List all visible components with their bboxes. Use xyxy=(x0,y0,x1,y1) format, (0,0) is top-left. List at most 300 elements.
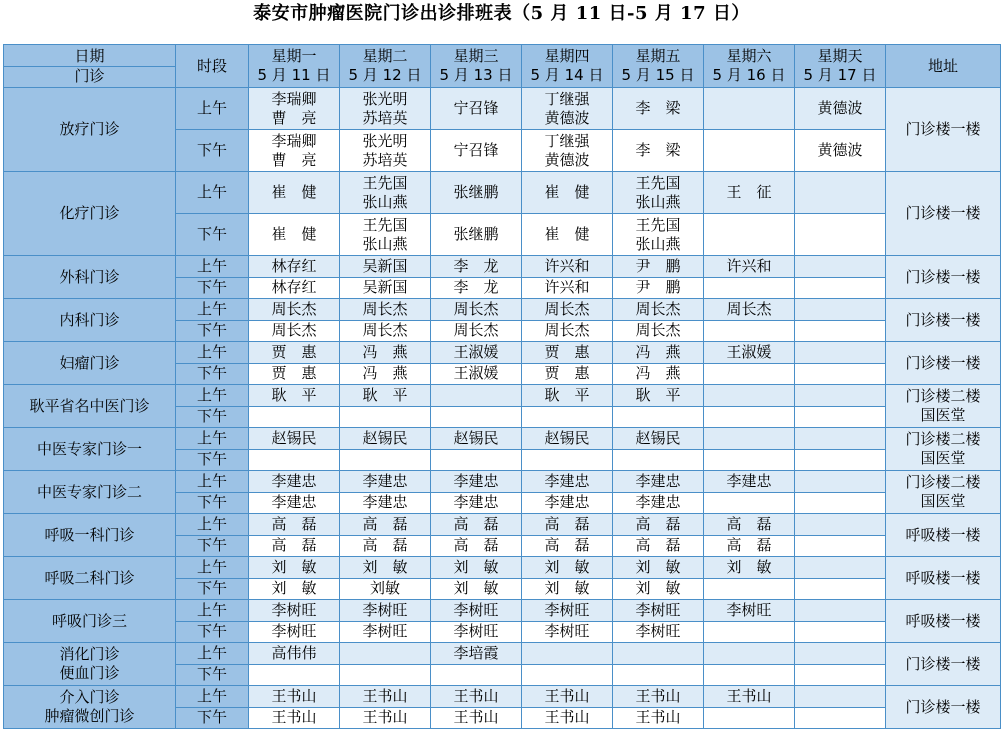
weekday-label: 星期三 xyxy=(453,47,499,65)
doctor-name: 高 磊 xyxy=(726,536,772,555)
doctor-name: 赵锡民 xyxy=(271,428,317,447)
period-cell: 下午 xyxy=(176,664,249,686)
doctor-cell xyxy=(613,130,704,172)
doctor-name: 高 磊 xyxy=(635,536,681,555)
doctor-cell xyxy=(249,664,340,686)
doctor-name: 王先国 xyxy=(635,215,681,234)
doctor-cell xyxy=(340,299,431,321)
doctor-cell xyxy=(340,428,431,450)
doctor-cell xyxy=(795,214,886,256)
doctor-name: 曹 亮 xyxy=(271,150,317,169)
address-cell xyxy=(886,514,1001,557)
doctor-name: 李树旺 xyxy=(635,600,681,619)
doctor-name: 林存红 xyxy=(271,256,317,275)
doctor-cell xyxy=(249,299,340,321)
doctor-cell xyxy=(795,277,886,299)
doctor-cell xyxy=(704,492,795,514)
doctor-name: 李建忠 xyxy=(635,471,681,490)
address-cell xyxy=(886,557,1001,600)
address-label: 呼吸楼一楼 xyxy=(905,525,981,544)
date-label: 5 月 12 日 xyxy=(348,66,422,84)
doctor-cell xyxy=(340,214,431,256)
doctor-name: 李树旺 xyxy=(726,600,772,619)
doctor-name: 丁继强 xyxy=(544,89,590,108)
doctor-cell xyxy=(613,214,704,256)
doctor-name: 高 磊 xyxy=(453,536,499,555)
table-row xyxy=(4,172,1001,214)
day-header xyxy=(704,45,795,88)
doctor-cell xyxy=(340,406,431,428)
address-header: 地址 xyxy=(886,45,1001,88)
doctor-name: 李建忠 xyxy=(453,493,499,512)
department-label: 呼吸一科门诊 xyxy=(44,525,135,544)
period-cell: 下午 xyxy=(176,621,249,643)
address-label: 门诊楼二楼 xyxy=(905,387,981,405)
doctor-cell xyxy=(522,557,613,579)
doctor-cell xyxy=(613,449,704,471)
period-cell: 上午 xyxy=(176,557,249,579)
doctor-cell xyxy=(795,600,886,622)
doctor-cell xyxy=(795,385,886,407)
period-cell: 下午 xyxy=(176,130,249,172)
department-label: 外科门诊 xyxy=(59,267,120,286)
doctor-cell xyxy=(795,664,886,686)
period-cell: 上午 xyxy=(176,256,249,278)
doctor-name: 李树旺 xyxy=(271,600,317,619)
doctor-cell xyxy=(249,277,340,299)
date-label: 5 月 15 日 xyxy=(621,66,695,84)
doctor-name: 刘 敏 xyxy=(271,557,317,576)
address-cell xyxy=(886,686,1001,729)
period-cell: 下午 xyxy=(176,535,249,557)
doctor-cell xyxy=(431,557,522,579)
doctor-cell xyxy=(340,664,431,686)
doctor-name: 丁继强 xyxy=(544,131,590,150)
period-cell: 下午 xyxy=(176,449,249,471)
doctor-cell xyxy=(340,578,431,600)
department-cell xyxy=(4,514,176,557)
doctor-cell xyxy=(522,621,613,643)
doctor-cell xyxy=(340,514,431,536)
doctor-name: 高 磊 xyxy=(544,536,590,555)
doctor-name: 李树旺 xyxy=(453,600,499,619)
doctor-name: 周长杰 xyxy=(453,299,499,318)
doctor-name: 宁召锋 xyxy=(453,141,499,159)
doctor-name: 周长杰 xyxy=(544,299,590,318)
doctor-cell xyxy=(522,385,613,407)
department-label: 肿瘤微创门诊 xyxy=(44,707,135,725)
department-cell xyxy=(4,557,176,600)
doctor-cell xyxy=(795,557,886,579)
table-row xyxy=(4,342,1001,364)
doctor-cell xyxy=(431,600,522,622)
doctor-name: 张光明 xyxy=(362,131,408,150)
address-label: 门诊楼一楼 xyxy=(905,353,981,372)
doctor-cell xyxy=(431,428,522,450)
doctor-cell xyxy=(795,256,886,278)
period-cell: 上午 xyxy=(176,686,249,708)
doctor-cell xyxy=(431,172,522,214)
doctor-name: 王书山 xyxy=(362,708,408,727)
address-label: 国医堂 xyxy=(920,492,966,510)
department-label: 妇瘤门诊 xyxy=(59,353,120,372)
doctor-name: 崔 健 xyxy=(544,225,590,243)
table-row xyxy=(4,557,1001,579)
doctor-cell xyxy=(522,320,613,342)
period-cell: 下午 xyxy=(176,707,249,729)
doctor-cell xyxy=(795,172,886,214)
doctor-cell xyxy=(613,428,704,450)
doctor-cell xyxy=(522,492,613,514)
doctor-name: 李建忠 xyxy=(362,471,408,490)
doctor-cell xyxy=(613,320,704,342)
address-cell xyxy=(886,600,1001,643)
period-cell: 上午 xyxy=(176,172,249,214)
table-row xyxy=(4,471,1001,493)
department-label: 放疗门诊 xyxy=(59,120,120,138)
doctor-name: 李建忠 xyxy=(635,493,681,512)
doctor-name: 冯 燕 xyxy=(635,364,681,383)
doctor-cell xyxy=(522,535,613,557)
doctor-cell xyxy=(340,492,431,514)
doctor-name: 李树旺 xyxy=(453,622,499,641)
doctor-name: 曹 亮 xyxy=(271,108,317,127)
doctor-cell xyxy=(795,514,886,536)
doctor-cell xyxy=(704,707,795,729)
address-label: 呼吸楼一楼 xyxy=(905,611,981,630)
doctor-name: 李建忠 xyxy=(544,493,590,512)
doctor-name: 李树旺 xyxy=(362,622,408,641)
doctor-name: 张山燕 xyxy=(362,234,408,253)
date-header-label: 日期 xyxy=(4,47,175,67)
doctor-name: 李瑞卿 xyxy=(271,131,317,150)
doctor-cell xyxy=(431,449,522,471)
address-label: 门诊楼一楼 xyxy=(905,310,981,329)
doctor-name: 王淑媛 xyxy=(453,342,499,361)
doctor-cell xyxy=(795,363,886,385)
doctor-name: 周长杰 xyxy=(271,299,317,318)
doctor-cell xyxy=(249,686,340,708)
doctor-cell xyxy=(249,514,340,536)
doctor-name: 刘 敏 xyxy=(544,579,590,598)
doctor-name: 许兴和 xyxy=(726,256,772,275)
doctor-name: 李树旺 xyxy=(362,600,408,619)
period-cell: 下午 xyxy=(176,492,249,514)
doctor-name: 周长杰 xyxy=(635,299,681,318)
doctor-cell xyxy=(431,277,522,299)
period-cell: 上午 xyxy=(176,428,249,450)
doctor-cell xyxy=(795,686,886,708)
doctor-name: 吴新国 xyxy=(362,278,408,297)
doctor-name: 李树旺 xyxy=(635,622,681,641)
department-label: 介入门诊 xyxy=(59,688,120,706)
doctor-name: 王书山 xyxy=(271,686,317,705)
doctor-name: 耿 平 xyxy=(544,385,590,404)
doctor-cell xyxy=(613,277,704,299)
doctor-name: 高 磊 xyxy=(271,536,317,555)
day-header xyxy=(249,45,340,88)
doctor-cell xyxy=(340,363,431,385)
doctor-cell xyxy=(522,471,613,493)
doctor-cell xyxy=(704,172,795,214)
header-row xyxy=(4,45,1001,88)
doctor-cell xyxy=(613,256,704,278)
doctor-cell xyxy=(613,471,704,493)
doctor-name: 王先国 xyxy=(362,173,408,192)
department-label: 呼吸门诊三 xyxy=(51,611,127,630)
doctor-cell xyxy=(522,277,613,299)
address-cell xyxy=(886,428,1001,471)
doctor-cell xyxy=(249,363,340,385)
doctor-name: 张继鹏 xyxy=(453,225,499,243)
period-cell: 上午 xyxy=(176,88,249,130)
doctor-cell xyxy=(431,471,522,493)
doctor-name: 高 磊 xyxy=(635,514,681,533)
doctor-name: 刘敏 xyxy=(369,579,400,598)
doctor-cell xyxy=(613,621,704,643)
department-label: 呼吸二科门诊 xyxy=(44,568,135,587)
table-row xyxy=(4,686,1001,708)
period-cell: 上午 xyxy=(176,471,249,493)
doctor-cell xyxy=(431,363,522,385)
department-cell xyxy=(4,342,176,385)
doctor-cell xyxy=(340,320,431,342)
doctor-name: 李建忠 xyxy=(453,471,499,490)
doctor-cell xyxy=(704,320,795,342)
doctor-name: 崔 健 xyxy=(271,183,317,201)
date-label: 5 月 16 日 xyxy=(712,66,786,84)
weekday-label: 星期二 xyxy=(362,47,408,65)
doctor-name: 李建忠 xyxy=(544,471,590,490)
doctor-name: 刘 敏 xyxy=(362,557,408,576)
doctor-name: 苏培英 xyxy=(362,108,408,127)
doctor-cell xyxy=(704,557,795,579)
doctor-name: 周长杰 xyxy=(453,321,499,340)
day-header xyxy=(340,45,431,88)
weekday-label: 星期四 xyxy=(544,47,590,65)
doctor-cell xyxy=(522,214,613,256)
department-cell xyxy=(4,600,176,643)
doctor-name: 冯 燕 xyxy=(362,342,408,361)
period-cell: 下午 xyxy=(176,578,249,600)
doctor-cell xyxy=(704,88,795,130)
doctor-name: 尹 鹏 xyxy=(635,278,681,297)
address-cell xyxy=(886,643,1001,686)
doctor-name: 高 磊 xyxy=(362,514,408,533)
doctor-name: 崔 健 xyxy=(271,225,317,243)
doctor-cell xyxy=(613,363,704,385)
doctor-name: 刘 敏 xyxy=(453,557,499,576)
doctor-cell xyxy=(340,600,431,622)
doctor-cell xyxy=(613,514,704,536)
doctor-name: 贾 惠 xyxy=(271,364,317,383)
department-label: 中医专家门诊一 xyxy=(36,439,142,458)
doctor-name: 苏培英 xyxy=(362,150,408,169)
doctor-cell xyxy=(795,621,886,643)
doctor-name: 王书山 xyxy=(635,686,681,705)
doctor-name: 周长杰 xyxy=(635,321,681,340)
doctor-name: 吴新国 xyxy=(362,256,408,275)
table-row xyxy=(4,600,1001,622)
doctor-cell xyxy=(431,88,522,130)
day-header xyxy=(522,45,613,88)
doctor-cell xyxy=(522,664,613,686)
address-cell xyxy=(886,299,1001,342)
doctor-cell xyxy=(340,88,431,130)
doctor-cell xyxy=(704,277,795,299)
doctor-cell xyxy=(431,214,522,256)
doctor-cell xyxy=(431,492,522,514)
table-row xyxy=(4,299,1001,321)
doctor-cell xyxy=(340,686,431,708)
doctor-cell xyxy=(522,363,613,385)
address-cell xyxy=(886,172,1001,256)
doctor-name: 黄德波 xyxy=(817,141,863,159)
doctor-cell xyxy=(795,342,886,364)
doctor-name: 刘 敏 xyxy=(544,557,590,576)
doctor-cell xyxy=(522,130,613,172)
doctor-cell xyxy=(795,707,886,729)
doctor-name: 李建忠 xyxy=(362,493,408,512)
doctor-name: 黄德波 xyxy=(544,150,590,169)
department-label: 内科门诊 xyxy=(59,310,120,329)
doctor-name: 高伟伟 xyxy=(271,643,317,662)
doctor-name: 李 龙 xyxy=(453,256,499,275)
period-cell: 上午 xyxy=(176,299,249,321)
department-label: 便血门诊 xyxy=(59,664,120,682)
doctor-cell xyxy=(431,256,522,278)
doctor-cell xyxy=(249,320,340,342)
department-label: 化疗门诊 xyxy=(59,204,120,222)
doctor-cell xyxy=(522,406,613,428)
doctor-cell xyxy=(431,578,522,600)
department-label: 消化门诊 xyxy=(59,645,120,663)
doctor-cell xyxy=(613,707,704,729)
doctor-cell xyxy=(431,130,522,172)
doctor-cell xyxy=(522,172,613,214)
doctor-cell xyxy=(795,471,886,493)
doctor-name: 李 梁 xyxy=(635,141,681,159)
period-header: 时段 xyxy=(176,45,249,88)
doctor-cell xyxy=(249,406,340,428)
doctor-cell xyxy=(795,535,886,557)
doctor-name: 李树旺 xyxy=(544,622,590,641)
doctor-cell xyxy=(522,514,613,536)
doctor-name: 张山燕 xyxy=(635,234,681,253)
doctor-cell xyxy=(340,449,431,471)
doctor-cell xyxy=(795,643,886,665)
doctor-cell xyxy=(704,471,795,493)
doctor-cell xyxy=(249,643,340,665)
doctor-cell xyxy=(340,557,431,579)
doctor-name: 李建忠 xyxy=(271,471,317,490)
period-cell: 下午 xyxy=(176,363,249,385)
doctor-name: 张山燕 xyxy=(635,192,681,211)
doctor-name: 周长杰 xyxy=(362,321,408,340)
doctor-cell xyxy=(249,172,340,214)
period-cell: 上午 xyxy=(176,514,249,536)
doctor-cell xyxy=(249,535,340,557)
doctor-name: 黄德波 xyxy=(817,99,863,117)
doctor-name: 张山燕 xyxy=(362,192,408,211)
doctor-cell xyxy=(431,535,522,557)
doctor-cell xyxy=(613,578,704,600)
doctor-cell xyxy=(795,320,886,342)
department-cell xyxy=(4,471,176,514)
day-header xyxy=(431,45,522,88)
doctor-cell xyxy=(613,342,704,364)
doctor-cell xyxy=(704,535,795,557)
period-cell: 上午 xyxy=(176,385,249,407)
doctor-cell xyxy=(431,342,522,364)
doctor-name: 王书山 xyxy=(544,708,590,727)
doctor-cell xyxy=(340,707,431,729)
doctor-name: 张光明 xyxy=(362,89,408,108)
doctor-cell xyxy=(522,449,613,471)
doctor-cell xyxy=(704,600,795,622)
doctor-name: 周长杰 xyxy=(271,321,317,340)
address-cell xyxy=(886,385,1001,428)
doctor-cell xyxy=(431,686,522,708)
doctor-cell xyxy=(795,428,886,450)
doctor-cell xyxy=(704,621,795,643)
doctor-name: 李 龙 xyxy=(453,278,499,297)
doctor-cell xyxy=(249,256,340,278)
doctor-name: 李建忠 xyxy=(726,471,772,490)
doctor-name: 刘 敏 xyxy=(635,579,681,598)
doctor-name: 贾 惠 xyxy=(271,342,317,361)
doctor-cell xyxy=(704,643,795,665)
doctor-name: 王淑媛 xyxy=(453,364,499,383)
doctor-name: 王 征 xyxy=(726,183,772,201)
table-row xyxy=(4,88,1001,130)
doctor-cell xyxy=(249,385,340,407)
department-cell xyxy=(4,88,176,172)
doctor-cell xyxy=(340,643,431,665)
doctor-cell xyxy=(613,406,704,428)
department-cell xyxy=(4,428,176,471)
doctor-cell xyxy=(704,130,795,172)
doctor-name: 耿 平 xyxy=(271,385,317,404)
doctor-cell xyxy=(704,256,795,278)
doctor-cell xyxy=(340,172,431,214)
clinic-header-label: 门诊 xyxy=(74,66,105,85)
doctor-name: 贾 惠 xyxy=(544,342,590,361)
weekday-label: 星期五 xyxy=(635,47,681,65)
doctor-cell xyxy=(795,578,886,600)
doctor-cell xyxy=(431,299,522,321)
doctor-cell xyxy=(522,299,613,321)
page-title: 泰安市肿瘤医院门诊出诊排班表（5 月 11 日-5 月 17 日） xyxy=(253,3,750,24)
period-cell: 上午 xyxy=(176,643,249,665)
doctor-name: 黄德波 xyxy=(544,108,590,127)
doctor-name: 李培霞 xyxy=(453,643,499,662)
doctor-cell xyxy=(522,256,613,278)
weekday-label: 星期天 xyxy=(817,47,863,65)
department-cell xyxy=(4,686,176,729)
doctor-cell xyxy=(340,535,431,557)
doctor-cell xyxy=(704,449,795,471)
doctor-cell xyxy=(613,385,704,407)
doctor-cell xyxy=(704,686,795,708)
address-label: 门诊楼一楼 xyxy=(905,120,981,138)
doctor-cell xyxy=(249,707,340,729)
doctor-name: 王书山 xyxy=(271,708,317,727)
doctor-cell xyxy=(613,172,704,214)
doctor-name: 张继鹏 xyxy=(453,183,499,201)
doctor-name: 高 磊 xyxy=(453,514,499,533)
address-label: 呼吸楼一楼 xyxy=(905,568,981,587)
